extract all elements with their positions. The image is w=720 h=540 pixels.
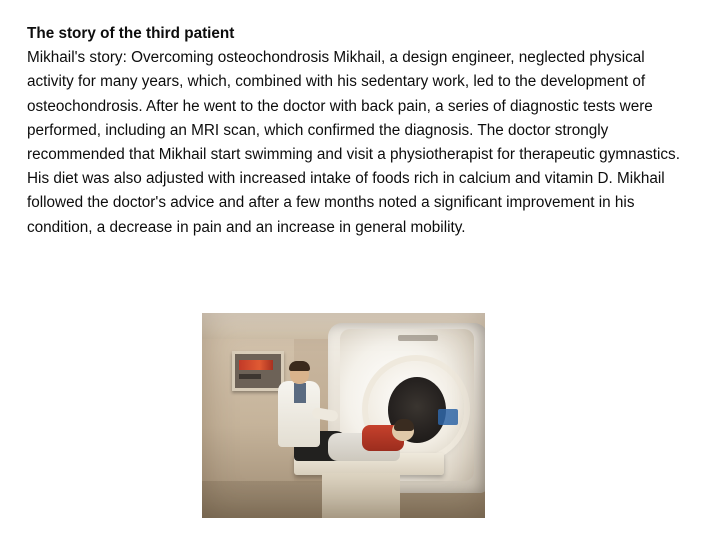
photo-vignette — [202, 313, 485, 518]
slide-body-text: Mikhail's story: Overcoming osteochondrosis Mikhail, a design engineer, neglected physical activity for many years, which, combined with his sedentary work, led to the development of osteochondrosis. After he went to the doctor with back pain, a series of diagnostic tests were performed, including an MRI scan, which confirmed the diagnosis. The doctor strongly recommended that Mikhail start swimming and visit a physiotherapist for therapeutic gymnastics. His diet was also adjusted with increased intake of foods rich in calcium and vitamin D. Mikhail followed the doctor's advice and after a few months noted a significant improvement in his condition, a decrease in pain and an increase in general mobility. — [27, 49, 680, 236]
mri-photo — [202, 313, 485, 518]
mri-photo-illustration — [202, 313, 485, 518]
slide-text-block — [27, 22, 692, 240]
page-title: The story of the third patient — [27, 25, 235, 42]
